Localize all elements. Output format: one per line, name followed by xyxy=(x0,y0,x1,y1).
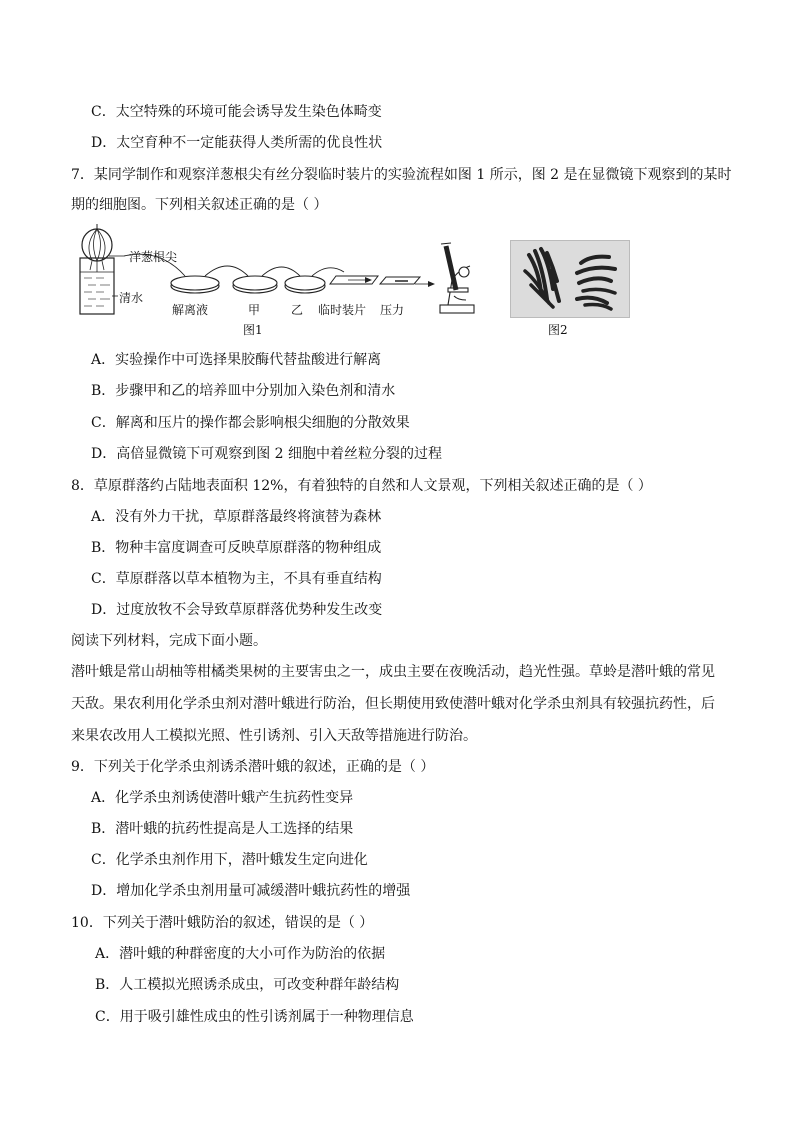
figure-2-caption: 图2 xyxy=(548,323,568,337)
q7-option-d: D．高倍显微镜下可观察到图 2 细胞中着丝粒分裂的过程 xyxy=(91,446,443,462)
q9-stem: 9．下列关于化学杀虫剂诱杀潜叶蛾的叙述，正确的是（ ） xyxy=(71,759,435,775)
label-jia: 甲 xyxy=(248,303,261,317)
material-paragraph-line3: 来果农改用人工模拟光照、性引诱剂、引入天敌等措施进行防治。 xyxy=(71,728,477,744)
q10-option-c: C．用于吸引雄性成虫的性引诱剂属于一种物理信息 xyxy=(95,1009,414,1025)
q8-option-a: A．没有外力干扰，草原群落最终将演替为森林 xyxy=(91,509,382,525)
q10-stem: 10．下列关于潜叶蛾防治的叙述，错误的是（ ） xyxy=(71,915,374,931)
label-water: 清水 xyxy=(119,291,144,305)
q6-option-c: C．太空特殊的环境可能会诱导发生染色体畸变 xyxy=(91,104,382,120)
label-temporary-slide: 临时装片 xyxy=(318,303,367,317)
microscope-icon xyxy=(440,243,474,313)
q10-option-a: A．潜叶蛾的种群密度的大小可作为防治的依据 xyxy=(95,946,386,962)
slide-icon xyxy=(330,276,378,284)
q8-option-d: D．过度放牧不会导致草原群落优势种发生改变 xyxy=(91,602,383,618)
material-paragraph-line2: 天敌。果农利用化学杀虫剂对潜叶蛾进行防治，但长期使用致使潜叶蛾对化学杀虫剂具有较强抗药性，后 xyxy=(71,696,715,712)
q9-option-c: C．化学杀虫剂作用下，潜叶蛾发生定向进化 xyxy=(91,852,368,868)
onion-icon xyxy=(82,224,112,272)
q10-option-b: B．人工模拟光照诱杀成虫，可改变种群年龄结构 xyxy=(95,977,400,993)
material-paragraph-line1: 潜叶蛾是常山胡柚等柑橘类果树的主要害虫之一，成虫主要在夜晚活动，趋光性强。草蛉是潜叶蛾的常见 xyxy=(71,664,715,680)
q7-option-b: B．步骤甲和乙的培养皿中分别加入染色剂和清水 xyxy=(91,383,396,399)
label-yi: 乙 xyxy=(291,303,304,317)
chromosomes-image xyxy=(511,241,629,317)
q7-stem-line1: 7．某同学制作和观察洋葱根尖有丝分裂临时装片的实验流程如图 1 所示，图 2 是在显微镜下观察到的某时 xyxy=(71,167,732,183)
petri-dish-jia xyxy=(233,276,277,293)
q6-option-d: D．太空育种不一定能获得人类所需的优良性状 xyxy=(91,135,383,151)
q9-option-d: D．增加化学杀虫剂用量可减缓潜叶蛾抗药性的增强 xyxy=(91,883,411,899)
figure-2-micrograph xyxy=(510,240,630,318)
figure-1-caption: 图1 xyxy=(243,323,263,337)
label-onion-root-tip: 洋葱根尖 xyxy=(129,250,178,264)
q9-option-a: A．化学杀虫剂诱使潜叶蛾产生抗药性变异 xyxy=(91,790,354,806)
petri-dish-yi xyxy=(285,276,325,293)
q7-stem-line2: 期的细胞图。下列相关叙述正确的是（ ） xyxy=(71,197,328,213)
q8-option-b: B．物种丰富度调查可反映草原群落的物种组成 xyxy=(91,540,382,556)
q7-option-c: C．解离和压片的操作都会影响根尖细胞的分散效果 xyxy=(91,415,410,431)
q8-stem: 8．草原群落约占陆地表面积 12%，有着独特的自然和人文景观，下列相关叙述正确的是（ ） xyxy=(71,478,652,494)
beaker-icon xyxy=(80,258,114,314)
petri-dish-dissociation xyxy=(171,276,219,293)
q9-option-b: B．潜叶蛾的抗药性提高是人工选择的结果 xyxy=(91,821,354,837)
label-dissociation-solution: 解离液 xyxy=(172,303,209,317)
material-intro: 阅读下列材料，完成下面小题。 xyxy=(71,633,267,649)
q7-option-a: A．实验操作中可选择果胶酶代替盐酸进行解离 xyxy=(91,352,382,368)
label-pressure: 压力 xyxy=(380,303,405,317)
q8-option-c: C．草原群落以草本植物为主，不具有垂直结构 xyxy=(91,571,382,587)
pressed-slide-icon xyxy=(380,277,420,284)
